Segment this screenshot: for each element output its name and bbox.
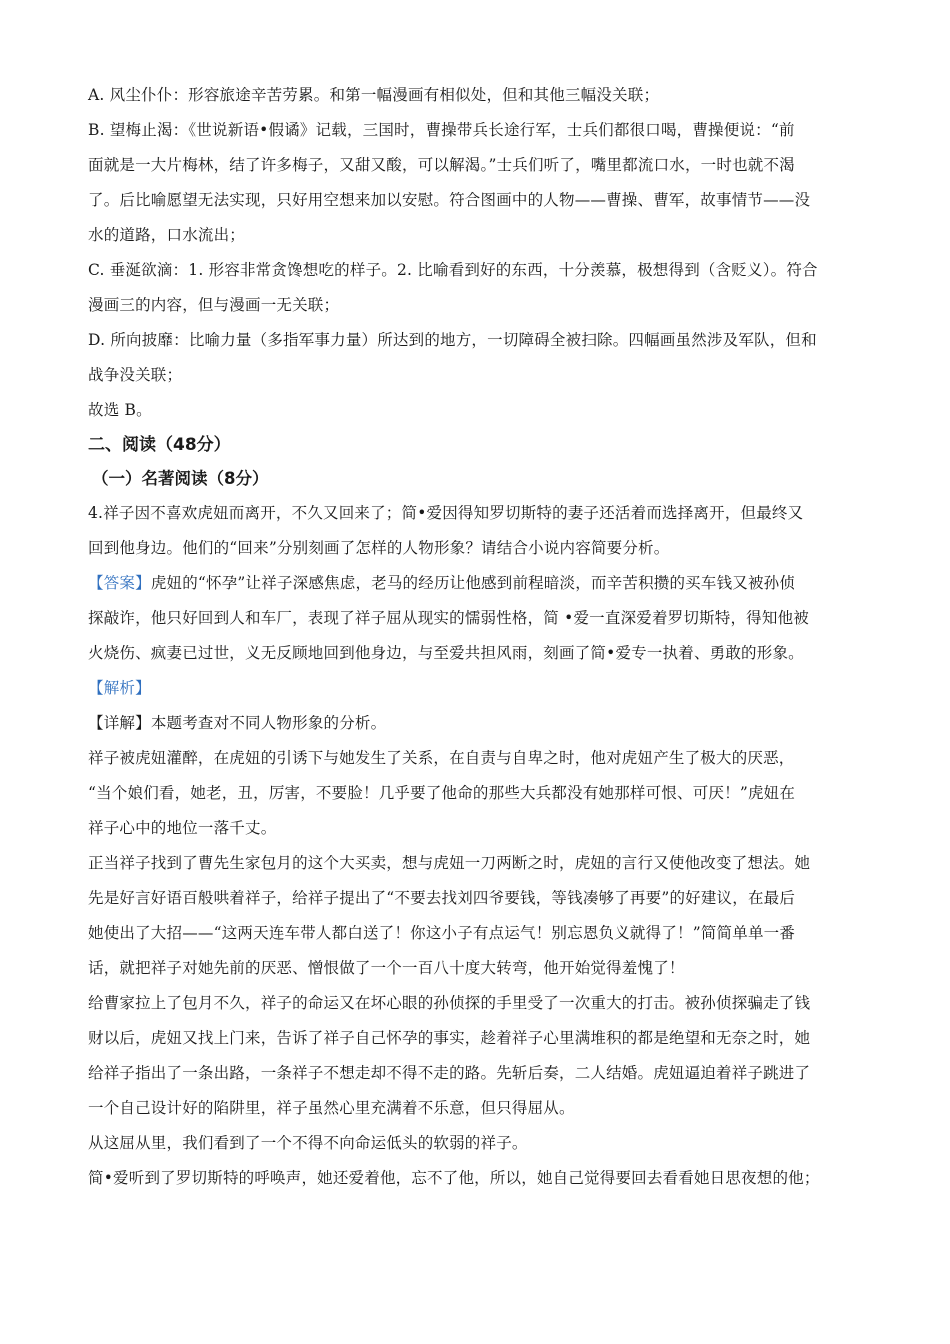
question-4 xyxy=(88,496,863,566)
analysis-tag: 【解析】 xyxy=(88,679,151,697)
paragraph-line: 祥子心中的地位一落千丈。 xyxy=(88,819,277,837)
section-title: 二、阅读（48分） xyxy=(88,435,231,455)
option-c xyxy=(88,253,863,323)
document-page xyxy=(88,78,863,1196)
answer-line: 火烧伤、疯妻已过世，义无反顾地回到他身边，与至爱共担风雨，刻画了简•爱专一执着、勇敢的形象。 xyxy=(88,644,804,662)
option-b-line: 面就是一大片梅林，结了许多梅子，又甜又酸，可以解渴。”士兵们听了，嘴里都流口水，一时也就不渴 xyxy=(88,156,795,174)
detail-text: 本题考查对不同人物形象的分析。 xyxy=(150,714,387,732)
paragraph-line: 话，就把祥子对她先前的厌恶、憎恨做了一个一百八十度大转弯，他开始觉得羞愧了！ xyxy=(88,959,685,977)
question-line: 回到他身边。他们的“回来”分别刻画了怎样的人物形象？请结合小说内容简要分析。 xyxy=(88,539,670,557)
question-line: 4.祥子因不喜欢虎妞而离开，不久又回来了；简•爱因得知罗切斯特的妻子还活着而选择离开，但最终又 xyxy=(88,504,804,522)
option-b-line: 水的道路，口水流出； xyxy=(88,226,246,244)
option-c-line: C. 垂涎欲滴：1. 形容非常贪馋想吃的样子。2. 比喻看到好的东西，十分羡慕，极想得到（含贬义）。符合 xyxy=(88,261,818,279)
detail-tag: 【详解】 xyxy=(88,714,151,732)
section-subtitle: （一）名著阅读（8分） xyxy=(92,469,269,488)
option-d xyxy=(88,323,863,393)
option-c-line: 漫画三的内容，但与漫画一无关联； xyxy=(88,296,340,314)
option-a: A. 风尘仆仆：形容旅途辛苦劳累。和第一幅漫画有相似处，但和其他三幅没关联； xyxy=(88,86,660,104)
option-d-line: 战争没关联； xyxy=(88,366,183,384)
answer-block xyxy=(88,566,863,671)
paragraph-line: 给曹家拉上了包月不久，祥子的命运又在坏心眼的孙侦探的手里受了一次重大的打击。被孙侦探骗走了钱 xyxy=(88,994,811,1012)
answer-first-line xyxy=(88,566,863,601)
paragraph-line: 财以后，虎妞又找上门来，告诉了祥子自己怀孕的事实，趁着祥子心里满堆积的都是绝望和无奈之时，她 xyxy=(88,1029,811,1047)
analysis-paragraph xyxy=(88,741,863,846)
option-b-line: 了。后比喻愿望无法实现，只好用空想来加以安慰。符合图画中的人物——曹操、曹军，故事情节——没 xyxy=(88,191,811,209)
analysis-paragraph xyxy=(88,986,863,1126)
detail-line xyxy=(88,706,863,741)
answer-tag: 【答案】 xyxy=(88,574,151,592)
answer-line: 虎妞的“怀孕”让祥子深感焦虑，老马的经历让他感到前程暗淡，而辛苦积攒的买车钱又被孙侦 xyxy=(150,574,796,592)
analysis-paragraph xyxy=(88,1161,863,1196)
paragraph-line: 她使出了大招——“这两天连车带人都白送了！你这小子有点运气！别忘恩负义就得了！”简简单单一番 xyxy=(88,924,796,942)
option-b xyxy=(88,113,863,253)
paragraph-line: 从这屈从里，我们看到了一个不得不向命运低头的软弱的祥子。 xyxy=(88,1134,528,1152)
analysis-block xyxy=(88,671,863,1196)
analysis-paragraph xyxy=(88,1126,863,1161)
paragraph-line: 祥子被虎妞灌醉，在虎妞的引诱下与她发生了关系，在自责与自卑之时，他对虎妞产生了极大的厌恶， xyxy=(88,749,795,767)
paragraph-line: 先是好言好语百般哄着祥子，给祥子提出了“不要去找刘四爷要钱，等钱凑够了再要”的好建议，在最后 xyxy=(88,889,796,907)
paragraph-line: 给祥子指出了一条出路，一条祥子不想走却不得不走的路。先斩后奏，二人结婚。虎妞逼迫着祥子跳进了 xyxy=(88,1064,811,1082)
option-d-line: D. 所向披靡：比喻力量（多指军事力量）所达到的地方，一切障碍全被扫除。四幅画虽然涉及军队，但和 xyxy=(88,331,817,349)
paragraph-line: 正当祥子找到了曹先生家包月的这个大买卖，想与虎妞一刀两断之时，虎妞的言行又使他改变了想法。她 xyxy=(88,854,811,872)
conclusion: 故选 B。 xyxy=(88,401,152,419)
answer-line: 探敲诈，他只好回到人和车厂，表现了祥子屈从现实的懦弱性格，简 •爱一直深爱着罗切斯特，得知他被 xyxy=(88,609,809,627)
option-b-line: B. 望梅止渴：《世说新语•假谲》记载，三国时，曹操带兵长途行军，士兵们都很口喝，曹操便说：“前 xyxy=(88,121,795,139)
paragraph-line: “当个娘们看，她老，丑，厉害，不要脸！几乎要了他命的那些大兵都没有她那样可恨、可厌！”虎妞在 xyxy=(88,784,796,802)
analysis-paragraph xyxy=(88,846,863,986)
paragraph-line: 简•爱听到了罗切斯特的呼唤声，她还爱着他，忘不了他，所以，她自己觉得要回去看看她日思夜想的他； xyxy=(88,1169,820,1187)
analysis-tag-line xyxy=(88,671,863,706)
paragraph-line: 一个自己设计好的陷阱里，祥子虽然心里充满着不乐意，但只得屈从。 xyxy=(88,1099,575,1117)
